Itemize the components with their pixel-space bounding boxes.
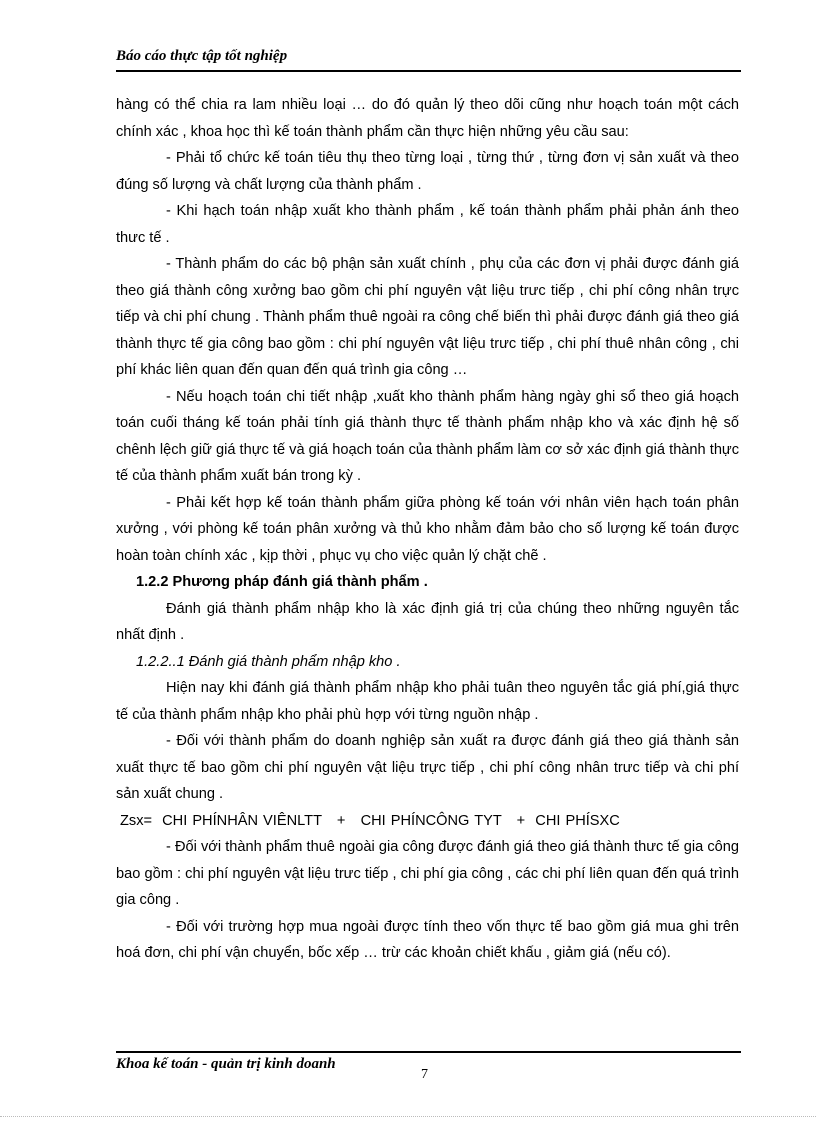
requirement-item: - Phải tổ chức kế toán tiêu thụ theo từng loại , từng thứ , từng đơn vị sản xuất và theo đúng số lượng và chất lượng của thành phẩm . — [116, 150, 739, 193]
footer-divider — [116, 1051, 741, 1053]
paragraph-continuation: hàng có thể chia ra lam nhiều loại … do đó quản lý theo dõi cũng như hoạch toán một cách chính xác , khoa học thì kế toán thành phẩm cần thực hiện những yêu cầu sau: — [116, 97, 739, 140]
header-divider — [116, 70, 741, 72]
section-heading: 1.2.2 Phương pháp đánh giá thành phẩm . — [136, 574, 428, 590]
requirement-item: - Phải kết hợp kế toán thành phẩm giữa phòng kế toán với nhân viên hạch toán phân xưởng , với phòng kế toán phân xưởng và thủ kho nhằm đảm bảo cho số lượng kế toán được hoàn toàn chính xác , kịp thời , phục vụ cho việc quản lý chặt chẽ . — [116, 494, 739, 564]
document-body — [116, 92, 739, 967]
paragraph: Đánh giá thành phẩm nhập kho là xác định giá trị của chúng theo những nguyên tắc nhất định . — [116, 600, 739, 643]
paragraph: Hiện nay khi đánh giá thành phẩm nhập kho phải tuân theo nguyên tắc giá phí,giá thực tế của thành phẩm nhập kho phải phù hợp với từng nguồn nhập . — [116, 680, 739, 723]
page-number: 7 — [421, 1067, 428, 1082]
subsection-heading: 1.2.2..1 Đánh giá thành phẩm nhập kho . — [136, 653, 401, 670]
footer-department: Khoa kế toán - quản trị kinh doanh — [116, 1056, 336, 1072]
paragraph: - Đối với thành phẩm thuê ngoài gia công được đánh giá theo giá thành thưc tế gia công bao gồm : chi phí nguyên vật liệu trưc tiếp , chi phí gia công , các chi phí liên quan đến quá trình gia công . — [116, 839, 739, 908]
paragraph: - Đối với thành phẩm do doanh nghiệp sản xuất ra được đánh giá theo giá thành sản xuất thực tế bao gồm chi phí nguyên vật liệu trực tiếp , chi phí công nhân trưc tiếp và chi phí sản xuất chung . — [116, 733, 739, 802]
page-bottom-edge — [0, 1116, 816, 1117]
requirement-item: - Khi hạch toán nhập xuất kho thành phẩm , kế toán thành phẩm phải phản ánh theo thưc tế . — [116, 203, 739, 246]
paragraph: - Đối với trường hợp mua ngoài được tính theo vốn thực tế bao gồm giá mua ghi trên hoá đơn, chi phí vận chuyển, bốc xếp … trừ các khoản chiết khấu , giảm giá (nếu có). — [116, 918, 739, 961]
requirement-item: - Nếu hoạch toán chi tiết nhập ,xuất kho thành phẩm hàng ngày ghi sổ theo giá hoạch toán cuối tháng kế toán phải tính giá thành thực tế thành phẩm nhập kho và xác định hệ số chênh lệch giữ giá thực tế và giá hoạch toán của thành phẩm làm cơ sở xác định giá thành thực tế của thành phẩm xuất bán trong kỳ . — [116, 388, 739, 484]
cost-formula: Zsx= CHI PHÍNHÂN VIÊNLTT + CHI PHÍNCÔNG TYT + CHI PHÍSXC — [120, 812, 620, 829]
running-header: Báo cáo thực tập tốt nghiệp — [116, 48, 288, 64]
requirement-item: - Thành phẩm do các bộ phận sản xuất chính , phụ của các đơn vị phải được đánh giá theo giá thành công xưởng bao gồm chi phí nguyên vật liệu trưc tiếp , chi phí công nhân trực tiếp và chi phí chung . Thành phẩm thuê ngoài ra công chế biến thì phải được đánh giá theo giá thành thực tế gia công bao gồm : chi phí nguyên vật liệu trưc tiếp , chi phí thuê nhân công , chi phí khác liên quan đến quan đến quá trình gia công … — [116, 256, 739, 378]
